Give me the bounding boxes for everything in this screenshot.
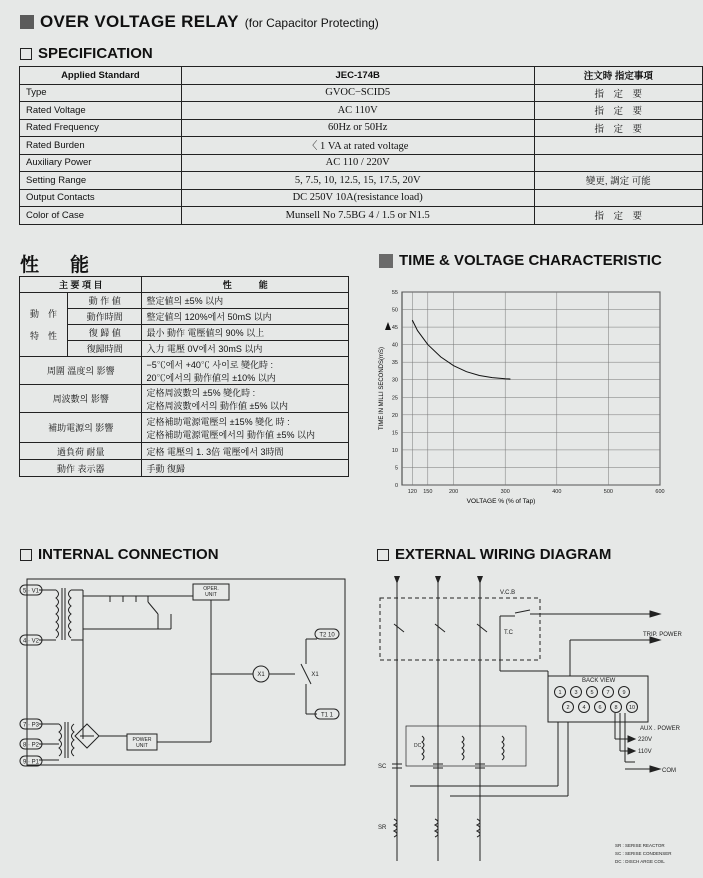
svg-text:7 · P3: 7 · P3 (22, 722, 40, 729)
terminal-number: 3 (574, 690, 578, 696)
y-tick-label: 15 (391, 430, 398, 437)
y-tick-label: 45 (391, 325, 398, 332)
terminal-8-p2 (20, 739, 42, 749)
terminal-numbers (555, 687, 638, 713)
time-voltage-heading: TIME & VOLTAGE CHARACTERISTIC (379, 252, 662, 269)
table-row: Rated Voltage AC 110V 指 定 要 (20, 102, 703, 120)
aux-transformer (59, 722, 74, 758)
sc-label: SC (378, 764, 387, 770)
aux-power-label: AUX . POWER (640, 726, 681, 732)
y-tick-label: 10 (391, 447, 398, 454)
x-tick-label: 200 (449, 489, 459, 495)
x-tick-label: 300 (500, 489, 510, 495)
input-transformer (56, 588, 71, 640)
x-tick-label: 120 (407, 489, 417, 495)
y-tick-label: 35 (391, 360, 398, 367)
specification-table (19, 66, 703, 225)
y-tick-label: 5 (394, 465, 398, 472)
terminal-number: 5 (590, 690, 594, 696)
table-row: Auxiliary Power AC 110 / 220V (20, 154, 703, 172)
y-tick-label: 30 (391, 377, 398, 384)
x1-contact-label: X1 (311, 672, 319, 678)
table-row: Output Contacts DC 250V 10A(resistance load) (20, 189, 703, 207)
svg-text:5 · V1: 5 · V1 (22, 588, 40, 595)
table-row: 復 歸 値 最小 動作 電壓値의 90% 以上 (20, 325, 349, 341)
y-tick-label: 20 (391, 412, 398, 419)
terminal-9-p1 (20, 756, 42, 766)
terminal-t1-1 (315, 709, 339, 719)
svg-text:9 · P1: 9 · P1 (22, 759, 40, 766)
terminal-number: 8 (614, 705, 618, 711)
relay-case-outline (27, 579, 345, 765)
y-tick-label: 0 (394, 483, 398, 489)
x1-coil-label: X1 (257, 672, 265, 678)
x-tick-label: 400 (552, 489, 562, 495)
chart-series-line (412, 320, 510, 379)
vcb-box (380, 598, 540, 660)
external-wiring-heading: EXTERNAL WIRING DIAGRAM (377, 546, 611, 563)
table-row: 周波數의 影響 定格周波數의 ±5% 變化時 : 定格周波數에서의 動作値 ±5% 以内 (20, 385, 349, 413)
table-row: Rated Burden 〈 1 VA at rated voltage (20, 137, 703, 155)
svg-text:8 · P2: 8 · P2 (22, 742, 40, 749)
terminal-number: 10 (628, 705, 636, 711)
terminal-number: 9 (622, 690, 626, 696)
title-subtitle: (for Capacitor Protecting) (244, 16, 379, 30)
chart-ticks (392, 290, 665, 495)
terminal-number: 4 (582, 705, 586, 711)
com-label: COM (662, 768, 676, 774)
trip-power-label: TRIP. POWER (643, 632, 682, 638)
table-row: Type GVOC−SCID5 指 定 要 (20, 84, 703, 102)
chart-x-label: VOLTAGE % (% of Tap) (466, 498, 536, 505)
tap-switch (110, 596, 158, 629)
svg-text:T1 1: T1 1 (320, 712, 334, 719)
y-tick-label: 40 (391, 342, 398, 349)
axis-arrow-icon (385, 322, 391, 330)
table-row: 動作時間 整定値의 120%에서 50mS 以内 (20, 309, 349, 325)
table-row: Setting Range 5, 7.5, 10, 12.5, 15, 17.5, 20V 變更, 調定 可能 (20, 172, 703, 190)
v110-label: 110V (638, 749, 652, 755)
checkbox-square-icon (377, 549, 389, 561)
svg-text:SR : SERISE REACTOR: SR : SERISE REACTOR (615, 843, 665, 848)
dc-label: DC (414, 743, 422, 749)
x-tick-label: 150 (423, 489, 433, 495)
checkbox-square-icon (20, 48, 32, 60)
v220-label: 220V (638, 737, 653, 743)
terminal-number: 1 (558, 690, 562, 696)
specification-heading: SPECIFICATION (20, 45, 153, 62)
svg-text:4 · V2: 4 · V2 (22, 638, 40, 645)
page-title (20, 12, 379, 32)
heading-square-icon (379, 254, 393, 268)
table-row: Rated Frequency 60Hz or 50Hz 指 定 要 (20, 119, 703, 137)
internal-connection-diagram (15, 574, 360, 774)
y-tick-label: 50 (391, 307, 398, 314)
oper-unit-label: OPER. UNIT (203, 586, 219, 598)
table-row: Color of Case Munsell No 7.5BG 4 / 1.5 or N1.5 指 定 要 (20, 207, 703, 225)
tc-label: T.C (504, 630, 513, 636)
y-tick-label: 55 (391, 290, 398, 296)
svg-text:DC : DISCH ARGE COIL: DC : DISCH ARGE COIL (615, 859, 665, 864)
terminal-5-v1 (20, 585, 42, 595)
sr-label: SR (378, 825, 387, 831)
time-voltage-chart (370, 280, 670, 512)
table-header-row: Applied Standard JEC-174B 注文時 指定事項 (20, 67, 703, 85)
performance-table (19, 276, 349, 477)
table-header-row: 主 要 項 目 性 能 (20, 277, 349, 293)
terminal-number: 6 (598, 705, 602, 711)
y-tick-label: 25 (391, 395, 398, 402)
terminal-7-p3 (20, 719, 42, 729)
wiring-legend (615, 843, 672, 864)
title-square-icon (20, 15, 34, 29)
terminal-number: 2 (566, 705, 570, 711)
table-row: 過負荷 耐量 定格 電壓의 1. 3倍 電壓에서 3時間 (20, 443, 349, 460)
svg-text:SC : SERISE CONDENSER: SC : SERISE CONDENSER (615, 851, 672, 856)
chart-y-label: TIME IN MILLI SECONDS(mS) (379, 346, 385, 431)
svg-text:T2 10: T2 10 (319, 632, 335, 639)
terminal-number: 7 (606, 690, 610, 696)
checkbox-square-icon (20, 549, 32, 561)
table-row: 動作 表示器 手動 復歸 (20, 460, 349, 477)
x-tick-label: 500 (603, 489, 613, 495)
table-row: 周圍 溫度의 影響 −5℃에서 +40℃ 사이로 變化時 : 20℃에서의 動作値의 ±10% 以内 (20, 357, 349, 385)
power-unit-label: POWER UNIT (132, 737, 152, 749)
back-view-label: BACK VIEW (582, 678, 616, 684)
group-label: 動 作 特 性 (20, 293, 68, 357)
terminal-4-v2 (20, 635, 42, 645)
chart-grid (402, 292, 660, 485)
vcb-label: V.C.B (500, 590, 516, 596)
table-row: 動 作 特 性 動 作 値 整定値의 ±5% 以内 (20, 293, 349, 309)
performance-heading: 性 能 (20, 255, 96, 276)
table-row: 復歸時間 入力 電壓 0V에서 30mS 以内 (20, 341, 349, 357)
table-row: 補助電源의 影響 定格補助電源電壓의 ±15% 變化 時 : 定格補助電源電壓에서의 動作値 ±5% 以内 (20, 413, 349, 443)
internal-connection-heading: INTERNAL CONNECTION (20, 546, 219, 563)
x-tick-label: 600 (655, 489, 665, 495)
terminal-t2-10 (315, 629, 339, 639)
title-text: OVER VOLTAGE RELAY (40, 12, 239, 31)
external-wiring-diagram (370, 576, 700, 874)
chart-frame (402, 292, 660, 485)
